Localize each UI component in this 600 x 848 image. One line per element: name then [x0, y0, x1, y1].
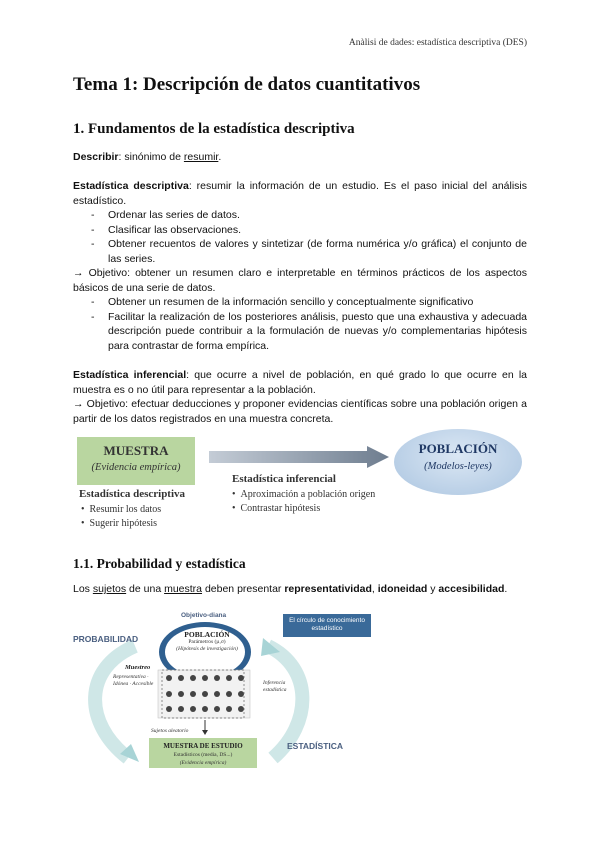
list-item: - Facilitar la realización de los posteriores análisis, puesto que una exhaustiva y adecuada descripción puede contribuir a la formulación de nuevas y/o complementarias hipótesis para contrastar de forma empírica.: [73, 310, 527, 354]
poblacion-sublabel: (Modelos-leyes): [424, 461, 492, 472]
poblacion-circle-label: POBLACIÓN: [184, 630, 230, 639]
inferencial-title: Estadística inferencial: [232, 473, 336, 485]
probabilidad-label: PROBABILIDAD: [73, 634, 139, 644]
list-item: - Obtener un resumen de la información sencillo y conceptualmente significativo: [73, 295, 527, 310]
list-item: • Sugerir hipótesis: [81, 517, 161, 531]
list-item: - Ordenar las series de datos.: [73, 208, 527, 223]
muestreo-label: Muestreo: [125, 664, 151, 671]
estadistica-descriptiva-block: Estadística descriptiva: resumir la información de un estudio. Es el paso inicial del análisis estadístico. - Ordenar las series de datos. - Clasificar las observaciones. - Obtener recuentos de valores y sintetizar (de forma numérica y/o gráfica) el conjunto de las series. → Objetivo: obtener un resumen claro e interpretable en términos prácticos de los aspectos básicos de una serie de datos. - Obtener un resumen de la información sencillo y conceptualmente significativo - Facilitar la realización de los posteriores análisis, puesto que una exhaustiva y adecuada descripción puede contribuir a la formulación de nuevas y/o complementarias hipótesis para contrastar de forma empírica.: [73, 179, 527, 353]
page-title: Tema 1: Descripción de datos cuantitativos: [73, 74, 421, 95]
list-item: • Contrastar hipótesis: [232, 502, 375, 516]
muestra-label: MUESTRA: [103, 443, 169, 458]
list-item: • Resumir los datos: [81, 503, 161, 517]
term-sujetos: sujetos: [92, 583, 127, 595]
descriptiva-objetivo: → Objetivo: obtener un resumen claro e interpretable en términos prácticos de los aspectos básicos de una serie de datos.: [73, 267, 527, 294]
term-accesibilidad: accesibilidad: [438, 583, 505, 595]
list-item: - Clasificar las observaciones.: [73, 223, 527, 238]
muestra-poblacion-diagram: [77, 437, 527, 537]
estadistica-inferencial-block: Estadística inferencial: que ocurre a nivel de población, en qué grado lo que ocurre en la muestra es o no útil para representar a la población. → Objetivo: efectuar deducciones y proponer evidencias científicas sobre una población origen a partir de los datos registrados en una muestra concreta.: [73, 369, 527, 425]
subsection-heading: 1.1. Probabilidad y estadística: [73, 556, 246, 571]
inferencia-label: Inferencia estadística: [263, 680, 287, 693]
term-idoneidad: idoneidad: [377, 583, 428, 595]
inferencial-objetivo: → Objetivo: efectuar deducciones y proponer evidencias científicas sobre una población origen a partir de los datos registrados en una muestra concreta.: [73, 398, 527, 425]
objetivo-diana-label: Objetivo-diana: [181, 612, 227, 619]
list-item: • Aproximación a población origen: [232, 488, 375, 502]
term-describir: Describir: [73, 151, 119, 163]
term-resumir: resumir: [183, 151, 219, 163]
muestra-paragraph: Los sujetos de una muestra deben presentar representatividad, idoneidad y accesibilidad.: [73, 583, 508, 595]
descriptiva-list: [73, 208, 527, 266]
term-estadistica-descriptiva: Estadística descriptiva: [73, 180, 189, 192]
cycle-diagram-labels: PROBABILIDAD ESTADÍSTICA Objetivo-diana POBLACIÓN Parámetros (µ,σ) (Hipótesis de investigación) Muestreo Representativa · Idónea · Accesible Inferencia estadística Sujetos aleatorio MUESTRA DE ESTUDIO Estadísticos (media, DS...) (Evidencia empírica): [73, 612, 344, 766]
descriptiva-title: Estadística descriptiva: [79, 488, 186, 500]
right-arrow-icon: [209, 446, 389, 468]
estadistica-label: ESTADÍSTICA: [287, 741, 344, 751]
running-header: Anàlisi de dades: estadística descriptiva (DES): [348, 38, 527, 48]
descriptiva-items: [81, 503, 161, 531]
poblacion-label: POBLACIÓN: [418, 441, 498, 456]
term-estadistica-inferencial: Estadística inferencial: [73, 369, 187, 381]
inferencial-items: [232, 488, 375, 516]
term-representatividad: representatividad: [284, 583, 372, 595]
objetivo-list: [73, 295, 527, 353]
section-heading: 1. Fundamentos de la estadística descriptiva: [73, 121, 355, 137]
circulo-conocimiento-box: El círculo de conocimiento estadístico: [283, 614, 371, 637]
muestra-estudio-label: MUESTRA DE ESTUDIO: [163, 742, 243, 750]
list-item: - Obtener recuentos de valores y sintetizar (de forma numérica y/o gráfica) el conjunto de las series.: [73, 237, 527, 266]
muestra-sublabel: (Evidencia empírica): [91, 462, 181, 473]
term-muestra: muestra: [164, 583, 203, 595]
describir-paragraph: Describir: sinónimo de resumir.: [73, 151, 222, 163]
